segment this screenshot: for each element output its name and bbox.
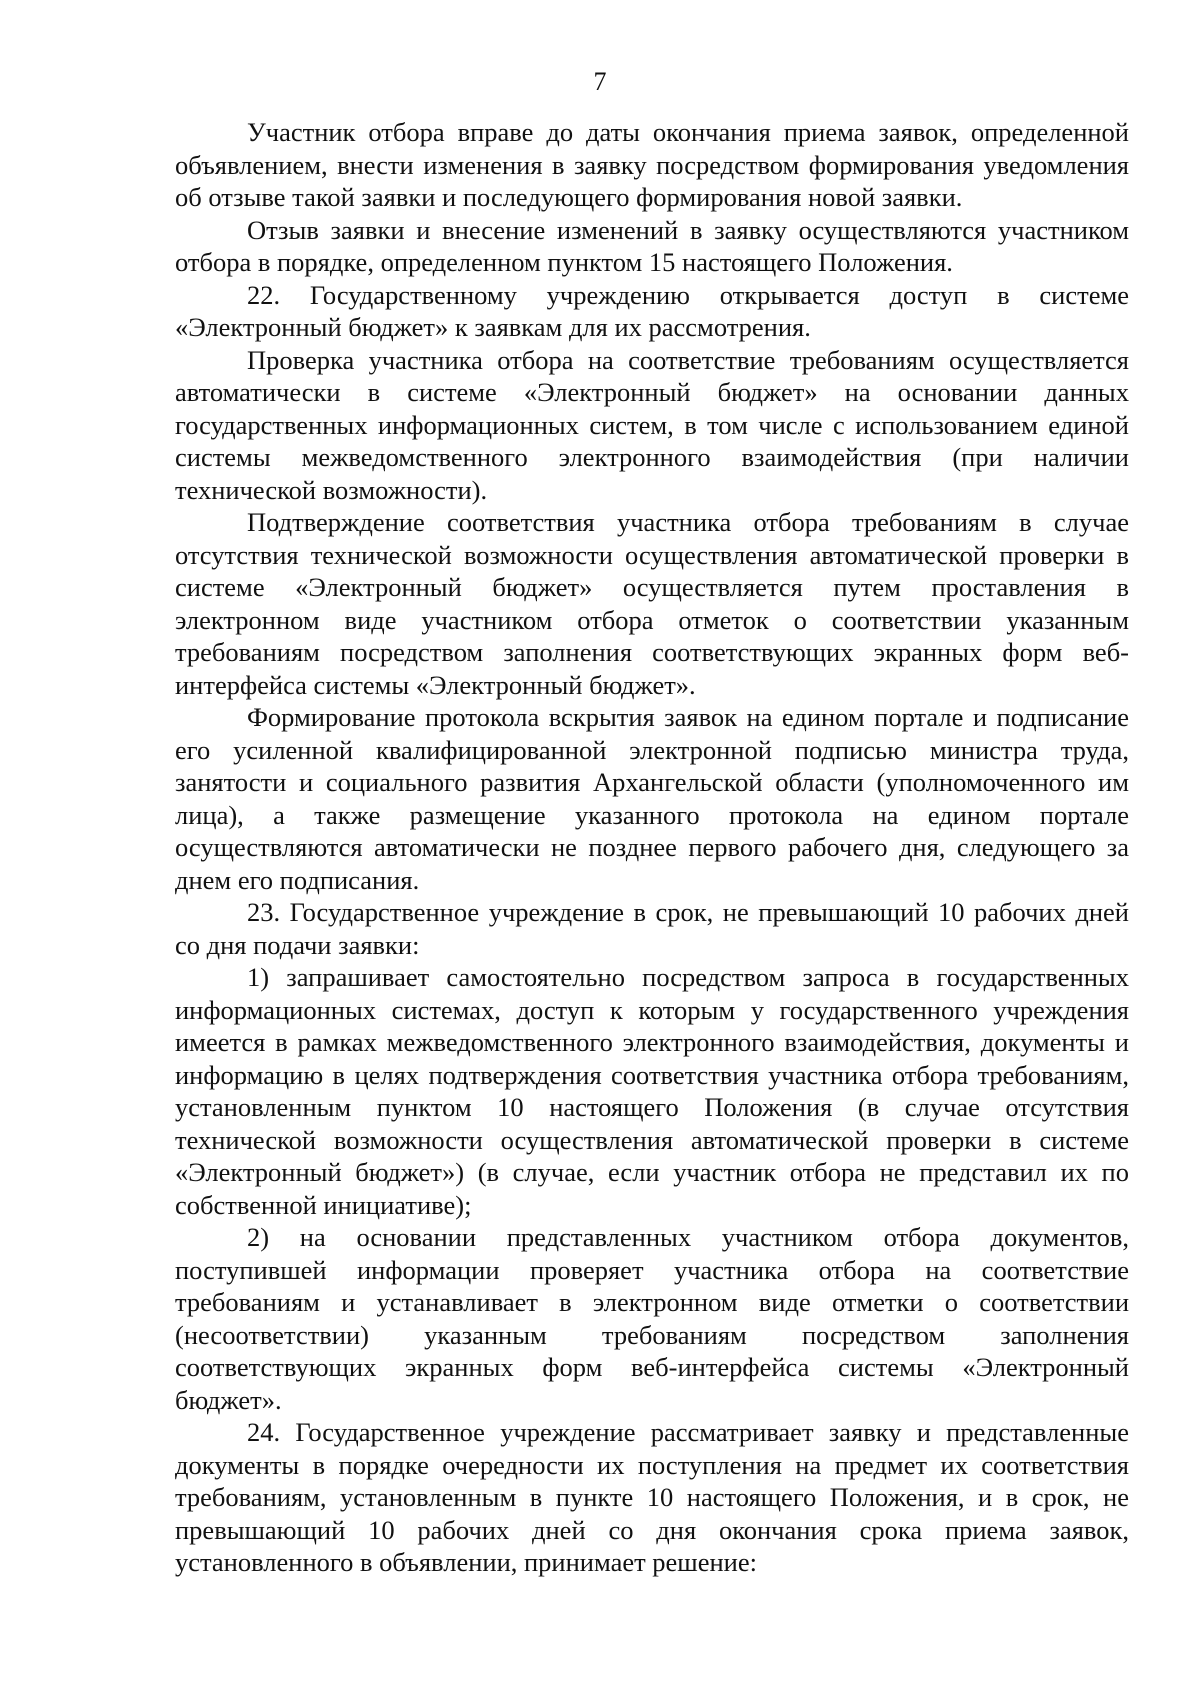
paragraph-1: Участник отбора вправе до даты окончания приема заявок, определенной объявлением, внести изменения в заявку посредством формирования уведомления об отзыве такой заявки и последующего формирования новой заявки.: [175, 117, 1129, 212]
paragraph-8: 1) запрашивает самостоятельно посредством запроса в государственных информационных системах, доступ к которым у государственного учреждения имеется в рамках межведомственного электронного взаимодействия, документы и информацию в целях подтверждения соответствия участника отбора требованиям, установленным пунктом 10 настоящего Положения (в случае отсутствия технической возможности осуществления автоматической проверки в системе «Электронный бюджет») (в случае, если участник отбора не представил их по собственной инициативе);: [175, 962, 1129, 1220]
paragraph-3: 22. Государственному учреждению открывается доступ в системе «Электронный бюджет» к заявкам для их рассмотрения.: [175, 279, 1129, 342]
paragraph-7: 23. Государственное учреждение в срок, не превышающий 10 рабочих дней со дня подачи заявки:: [175, 897, 1129, 960]
paragraph-6: Формирование протокола вскрытия заявок на едином портале и подписание его усиленной квалифицированной электронной подписью министра труда, занятости и социального развития Архангельской области (уполномоченного им лица), а также размещение указанного протокола на едином портале осуществляются автоматически не позднее первого рабочего дня, следующего за днем его подписания.: [175, 702, 1129, 895]
paragraph-2: Отзыв заявки и внесение изменений в заявку осуществляются участником отбора в порядке, определенном пунктом 15 настоящего Положения.: [175, 214, 1129, 277]
paragraph-5: Подтверждение соответствия участника отбора требованиям в случае отсутствия технической возможности осуществления автоматической проверки в системе «Электронный бюджет» осуществляется путем проставления в электронном виде участником отбора отметок о соответствии указанным требованиям посредством заполнения соответствующих экранных форм веб-интерфейса системы «Электронный бюджет».: [175, 507, 1129, 700]
paragraph-10: 24. Государственное учреждение рассматривает заявку и представленные документы в порядке очередности их поступления на предмет их соответствия требованиям, установленным в пункте 10 настоящего Положения, и в срок, не превышающий 10 рабочих дней со дня окончания срока приема заявок, установленного в объявлении, принимает решение:: [175, 1417, 1129, 1577]
paragraph-9: 2) на основании представленных участником отбора документов, поступившей информации проверяет участника отбора на соответствие требованиям и устанавливает в электронном виде отметки о соответствии (несоответствии) указанным требованиям посредством заполнения соответствующих экранных форм веб-интерфейса системы «Электронный бюджет».: [175, 1222, 1129, 1415]
document-body: [175, 116, 1129, 1579]
page-number: 7: [593, 67, 607, 96]
paragraph-4: Проверка участника отбора на соответствие требованиям осуществляется автоматически в системе «Электронный бюджет» на основании данных государственных информационных систем, в том числе с использованием единой системы межведомственного электронного взаимодействия (при наличии технической возможности).: [175, 344, 1129, 505]
